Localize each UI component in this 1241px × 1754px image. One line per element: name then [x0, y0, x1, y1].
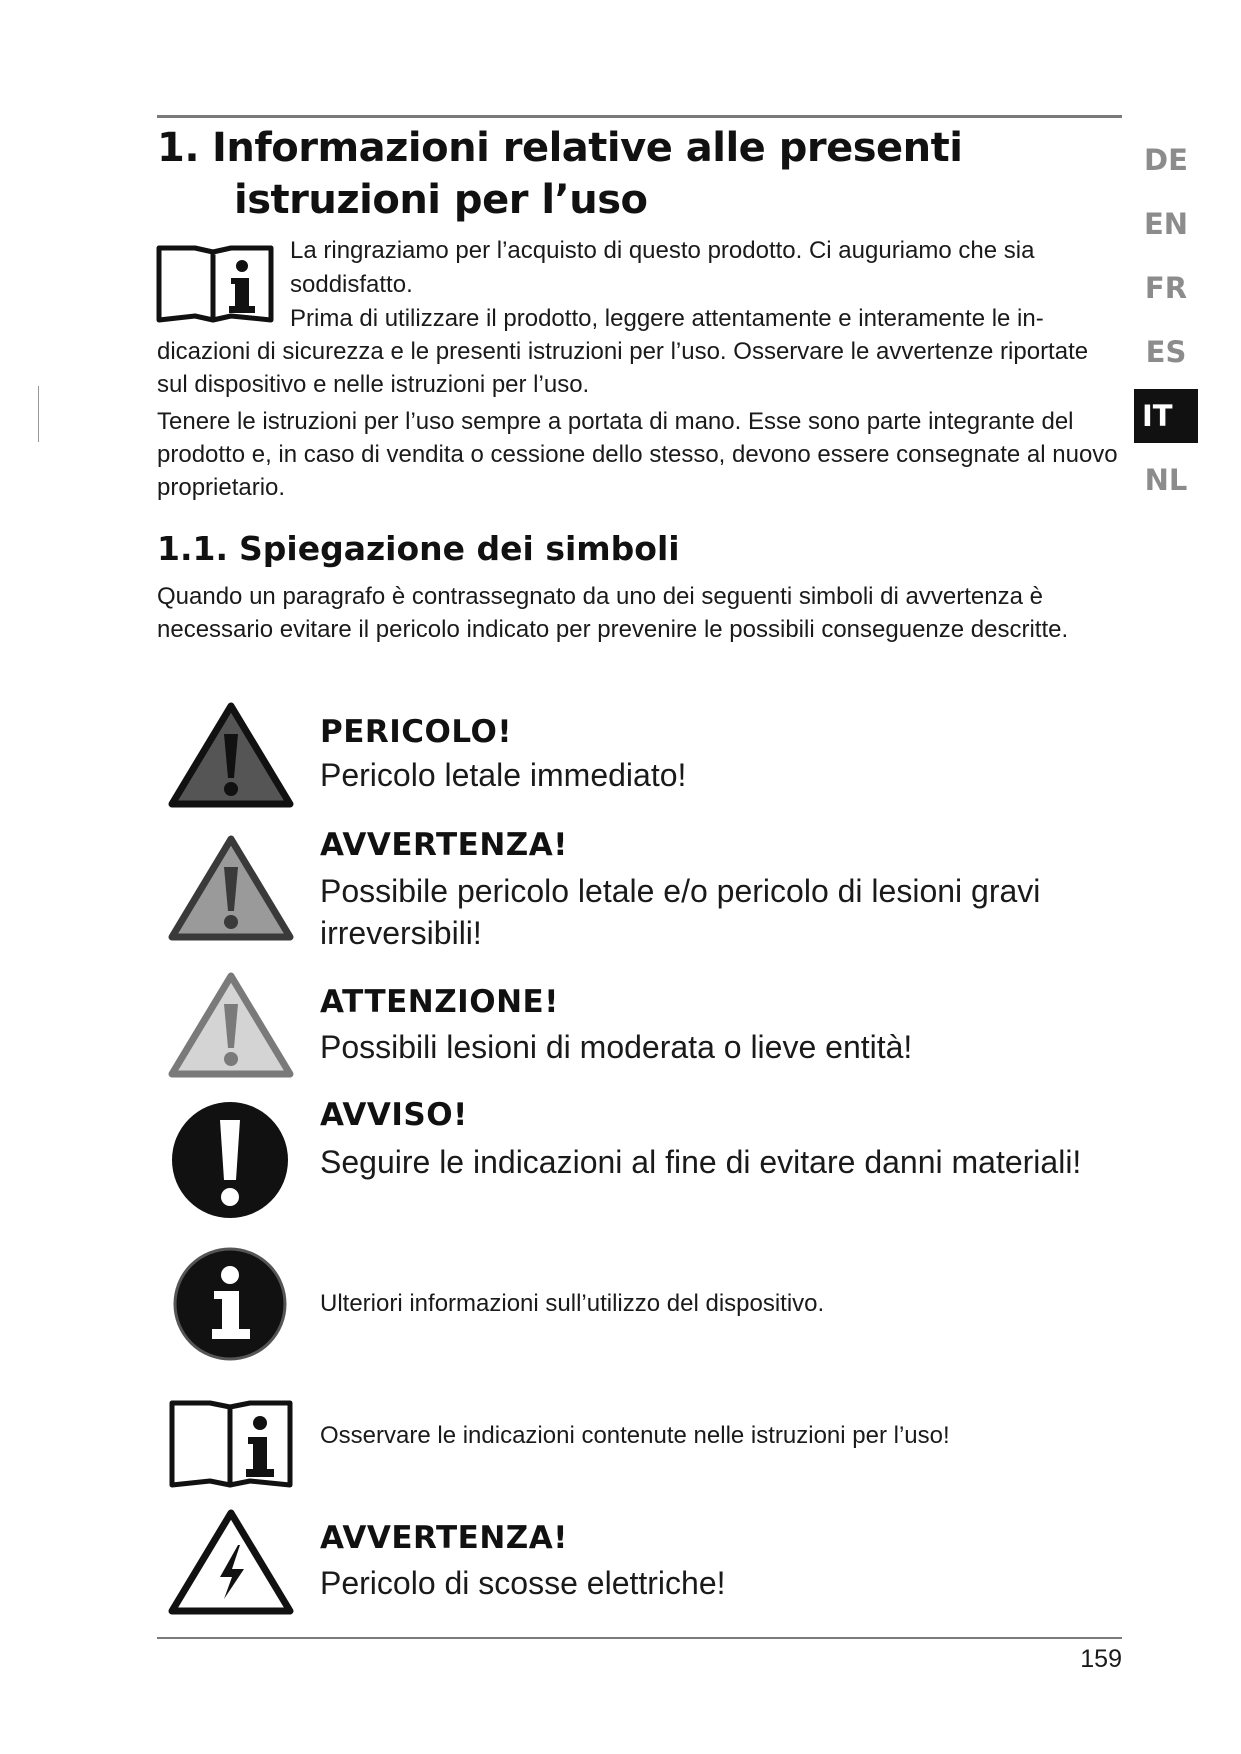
margin-mark — [38, 386, 39, 442]
lang-tab-fr[interactable]: FR — [1144, 271, 1188, 305]
symbol-text-notice: Seguire le indicazioni al fine di evitare danni materiali! — [320, 1144, 1082, 1180]
section-number: 1. — [157, 125, 200, 171]
section-title-line1: Informazioni relative alle presenti — [212, 125, 963, 171]
symbol-title-notice: AVVISO! — [320, 1097, 468, 1133]
lang-tab-de[interactable]: DE — [1144, 143, 1188, 177]
symbol-text-info: Ulteriori informazioni sull’utilizzo del dispositivo. — [320, 1290, 825, 1317]
page-number: 159 — [1080, 1645, 1122, 1673]
bottom-rule — [157, 1637, 1122, 1639]
subsection-heading — [157, 527, 680, 571]
info-circle-icon — [168, 1245, 294, 1363]
warning-triangle-icon — [168, 833, 294, 943]
lang-tab-en[interactable]: EN — [1143, 207, 1189, 241]
lang-tab-it[interactable]: IT — [1134, 389, 1198, 443]
caution-triangle-icon — [168, 970, 294, 1080]
section-title-line2: istruzioni per l’uso — [234, 177, 648, 223]
intro-paragraph-3: Tenere le istruzioni per l’uso sempre a portata di mano. Esse sono parte integrante del prodotto e, in caso di vendita o cessione dello stesso, devono essere consegnate al nuovo proprietario. — [157, 408, 1118, 501]
intro-paragraph-1: La ringraziamo per l’acquisto di questo prodotto. Ci auguriamo che sia soddisfatto. — [290, 237, 1035, 298]
top-rule — [157, 115, 1122, 118]
manual-book-icon — [168, 1393, 294, 1493]
intro-paragraph-2: Prima di utilizzare il prodotto, leggere attentamente e interamente le indicazioni di sicurezza e le presenti istruzioni per l’uso. Osservare le avvertenze riportate sul dispositivo e nelle istruzioni per l’uso. — [157, 305, 1089, 398]
symbol-title-caution: ATTENZIONE! — [320, 984, 559, 1020]
notice-circle-icon — [168, 1098, 294, 1222]
symbol-title-warning: AVVERTENZA! — [320, 827, 568, 863]
language-tabs — [1134, 133, 1198, 517]
symbol-text-caution: Possibili lesioni di moderata o lieve entità! — [320, 1029, 913, 1065]
lang-tab-es[interactable]: ES — [1145, 335, 1187, 369]
subsection-title: Spiegazione dei simboli — [239, 529, 680, 568]
lang-tab-nl[interactable]: NL — [1144, 463, 1188, 497]
subsection-number: 1.1. — [157, 529, 228, 568]
symbol-text-danger: Pericolo letale immediato! — [320, 757, 687, 793]
symbol-text-manual: Osservare le indicazioni contenute nelle istruzioni per l’uso! — [320, 1422, 950, 1449]
symbol-title-danger: PERICOLO! — [320, 714, 513, 750]
danger-triangle-icon — [168, 700, 294, 810]
symbols-intro: Quando un paragrafo è contrassegnato da uno dei seguenti simboli di avvertenza è necessario evitare il pericolo indicato per prevenire le possibili conseguenze descritte. — [157, 583, 1069, 643]
symbol-title-electric: AVVERTENZA! — [320, 1520, 568, 1556]
symbol-text-electric: Pericolo di scosse elettriche! — [320, 1565, 726, 1601]
symbol-text-warning: Possibile pericolo letale e/o pericolo di lesioni gravi irreversibili! — [320, 873, 1041, 951]
electric-shock-icon — [168, 1507, 294, 1617]
